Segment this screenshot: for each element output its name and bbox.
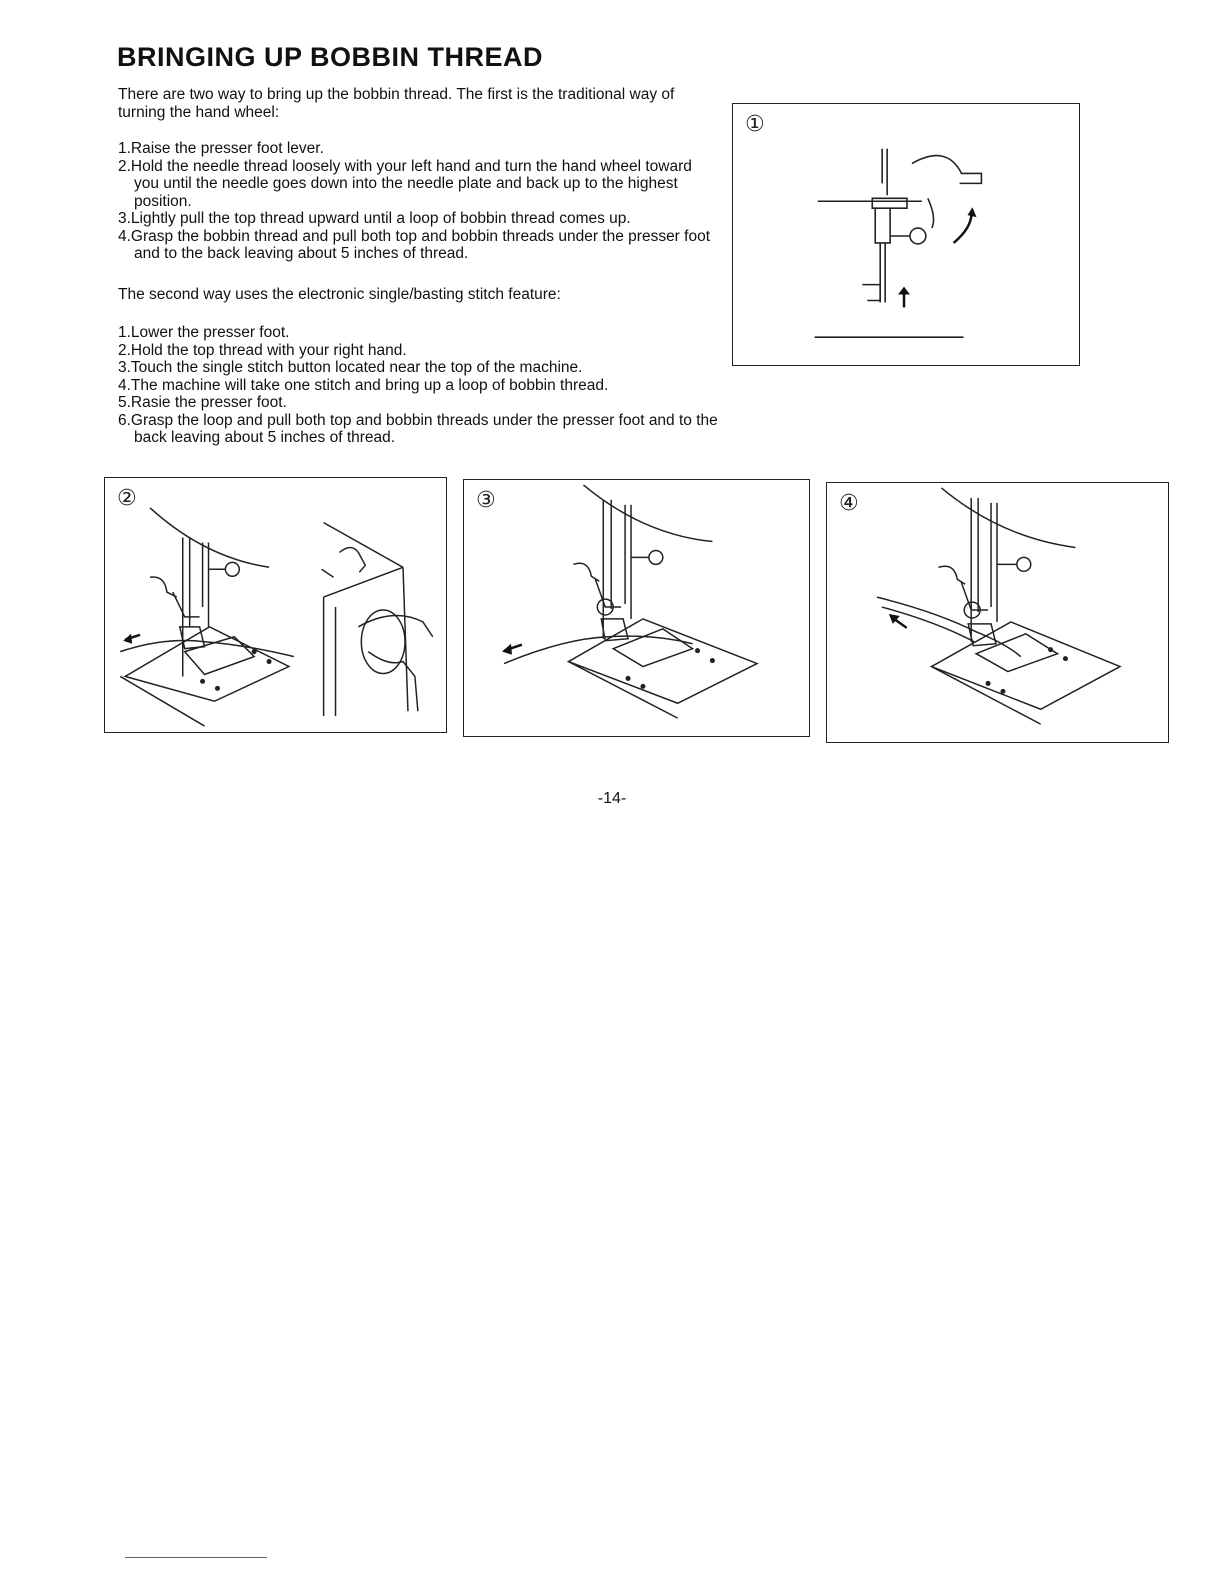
needle-raise-illustration <box>733 104 1079 365</box>
list-item: 3.Touch the single stitch button located near the top of the machine. <box>118 359 583 376</box>
list-item: 3.Lightly pull the top thread upward until a loop of bobbin thread comes up. <box>118 210 631 227</box>
page-number: -14- <box>597 790 627 807</box>
first-method-steps <box>118 140 718 263</box>
second-method-steps <box>118 324 718 447</box>
pull-thread-illustration <box>464 480 809 736</box>
list-item: 4.The machine will take one stitch and bring up a loop of bobbin thread. <box>118 376 609 394</box>
intro-paragraph: There are two way to bring up the bobbin thread. The first is the traditional way of turning the hand wheel: <box>118 86 675 121</box>
list-item: 2.Hold the needle thread loosely with your left hand and turn the hand wheel toward you until the needle goes down into the needle plate and back up to the highest position. <box>118 157 692 210</box>
list-item: 5.Rasie the presser foot. <box>118 394 287 411</box>
figure-1 <box>732 103 1080 366</box>
figure-number: ④ <box>839 491 859 516</box>
figure-3 <box>463 479 810 737</box>
list-item: 4.Grasp the bobbin thread and pull both top and bobbin threads under the presser foot and to the back leaving about 5 inches of thread. <box>118 227 711 262</box>
threads-to-back-illustration <box>827 483 1168 742</box>
hand-wheel-illustration <box>105 478 446 732</box>
list-item: 1.Raise the presser foot lever. <box>118 140 324 157</box>
figure-4 <box>826 482 1169 743</box>
list-item: 1.Lower the presser foot. <box>118 324 290 341</box>
figure-number: ③ <box>476 488 496 513</box>
figure-number: ② <box>117 486 137 511</box>
list-item: 6.Grasp the loop and pull both top and bobbin threads under the presser foot and to the back leaving about 5 inches of thread. <box>118 411 718 446</box>
footer-rule <box>125 1557 267 1558</box>
second-method-intro: The second way uses the electronic single/basting stitch feature: <box>118 286 561 303</box>
page-title: BRINGING UP BOBBIN THREAD <box>117 42 544 72</box>
figure-number: ① <box>745 112 765 137</box>
figure-2 <box>104 477 447 733</box>
list-item: 2.Hold the top thread with your right hand. <box>118 341 407 359</box>
